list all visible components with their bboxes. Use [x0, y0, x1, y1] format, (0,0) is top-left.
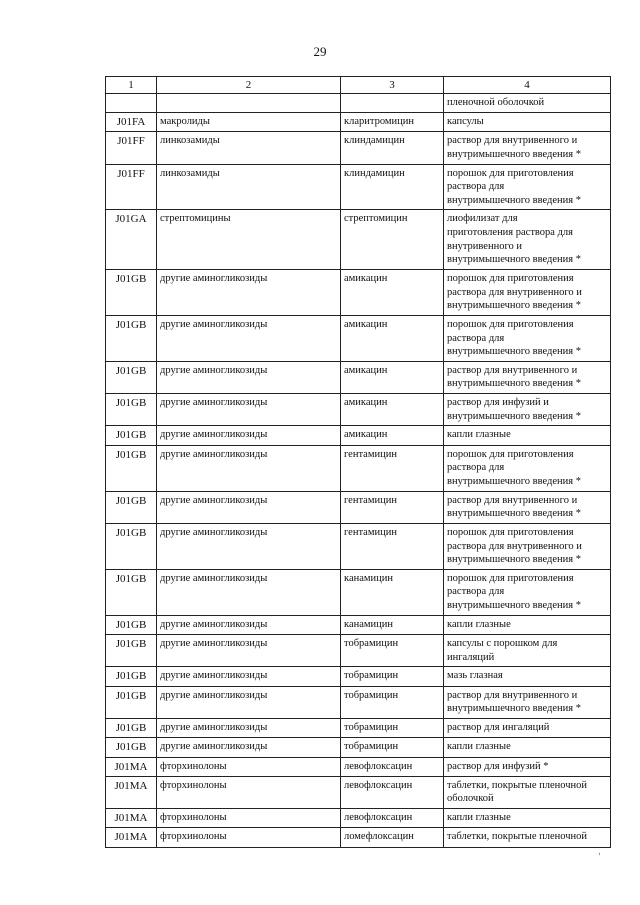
row-form: капли глазные [444, 809, 611, 828]
table-row [106, 776, 611, 808]
row-group: стрептомицины [157, 210, 341, 270]
row-drug: гентамицин [341, 523, 444, 569]
row-form: раствор для инфузий * [444, 757, 611, 776]
row-form: мазь глазная [444, 667, 611, 686]
row-drug: левофлоксацин [341, 757, 444, 776]
table-body [106, 94, 611, 847]
row-code: J01GB [106, 491, 157, 523]
row-group: другие аминогликозиды [157, 445, 341, 491]
table-row [106, 667, 611, 686]
row-group: линкозамиды [157, 164, 341, 210]
table-row [106, 394, 611, 426]
row-code [106, 94, 157, 113]
column-header-4: 4 [444, 77, 611, 94]
row-drug: тобрамицин [341, 738, 444, 757]
row-form: капли глазные [444, 738, 611, 757]
table-header [106, 77, 611, 94]
row-drug: клиндамицин [341, 132, 444, 164]
row-form: таблетки, покрытые пленочной оболочкой [444, 776, 611, 808]
row-group [157, 94, 341, 113]
row-code: J01GB [106, 361, 157, 393]
table-row [106, 738, 611, 757]
row-group: другие аминогликозиды [157, 361, 341, 393]
row-code: J01GB [106, 686, 157, 718]
row-drug: гентамицин [341, 445, 444, 491]
row-group: другие аминогликозиды [157, 523, 341, 569]
row-group: другие аминогликозиды [157, 569, 341, 615]
table-row [106, 828, 611, 847]
row-form: порошок для приготовления раствора для внутримышечного введения * [444, 315, 611, 361]
row-group: другие аминогликозиды [157, 635, 341, 667]
table-row [106, 718, 611, 737]
row-drug: тобрамицин [341, 635, 444, 667]
row-code: J01GB [106, 426, 157, 445]
row-code: J01GB [106, 270, 157, 316]
row-drug: гентамицин [341, 491, 444, 523]
row-drug: тобрамицин [341, 667, 444, 686]
row-group: линкозамиды [157, 132, 341, 164]
table-row [106, 164, 611, 210]
scan-mark: ‚ [598, 846, 601, 856]
row-group: другие аминогликозиды [157, 491, 341, 523]
row-drug: канамицин [341, 569, 444, 615]
column-header-3: 3 [341, 77, 444, 94]
row-drug: амикацин [341, 426, 444, 445]
table-row [106, 210, 611, 270]
row-code: J01MA [106, 809, 157, 828]
row-code: J01GB [106, 569, 157, 615]
row-form: капсулы с порошком для ингаляций [444, 635, 611, 667]
row-group: другие аминогликозиды [157, 315, 341, 361]
table-row [106, 635, 611, 667]
table-row [106, 112, 611, 131]
table-row [106, 445, 611, 491]
column-header-1: 1 [106, 77, 157, 94]
row-drug: клиндамицин [341, 164, 444, 210]
row-form: раствор для внутривенного и внутримышечного введения * [444, 491, 611, 523]
table-row [106, 569, 611, 615]
drug-table [105, 76, 611, 848]
row-group: фторхинолоны [157, 809, 341, 828]
row-form: капли глазные [444, 426, 611, 445]
row-form: порошок для приготовления раствора для внутримышечного введения * [444, 569, 611, 615]
row-group: фторхинолоны [157, 757, 341, 776]
row-code: J01GB [106, 523, 157, 569]
row-drug: тобрамицин [341, 686, 444, 718]
row-form: раствор для инфузий и внутримышечного введения * [444, 394, 611, 426]
column-header-2: 2 [157, 77, 341, 94]
row-code: J01FF [106, 132, 157, 164]
row-drug: амикацин [341, 315, 444, 361]
row-form: капсулы [444, 112, 611, 131]
row-drug: амикацин [341, 361, 444, 393]
row-form: порошок для приготовления раствора для внутримышечного введения * [444, 445, 611, 491]
row-form: порошок для приготовления раствора для внутримышечного введения * [444, 164, 611, 210]
table-row [106, 270, 611, 316]
row-group: фторхинолоны [157, 828, 341, 847]
row-code: J01GB [106, 738, 157, 757]
row-code: J01GB [106, 635, 157, 667]
row-form: лиофилизат для приготовления раствора для внутривенного и внутримышечного введения * [444, 210, 611, 270]
table-row [106, 315, 611, 361]
row-form: порошок для приготовления раствора для внутривенного и внутримышечного введения * [444, 523, 611, 569]
header-row [106, 77, 611, 94]
row-group: другие аминогликозиды [157, 686, 341, 718]
row-form: раствор для внутривенного и внутримышечного введения * [444, 361, 611, 393]
row-group: другие аминогликозиды [157, 394, 341, 426]
table-row [106, 523, 611, 569]
row-code: J01MA [106, 776, 157, 808]
page-number: 29 [313, 44, 327, 59]
row-drug: левофлоксацин [341, 809, 444, 828]
row-form: раствор для внутривенного и внутримышечного введения * [444, 132, 611, 164]
row-drug: кларитромицин [341, 112, 444, 131]
row-code: J01GB [106, 394, 157, 426]
row-drug: канамицин [341, 615, 444, 634]
row-group: другие аминогликозиды [157, 738, 341, 757]
row-group: другие аминогликозиды [157, 718, 341, 737]
table-row [106, 361, 611, 393]
row-drug: левофлоксацин [341, 776, 444, 808]
row-form: капли глазные [444, 615, 611, 634]
row-form: порошок для приготовления раствора для внутривенного и внутримышечного введения * [444, 270, 611, 316]
row-code: J01FF [106, 164, 157, 210]
row-code: J01MA [106, 828, 157, 847]
row-group: фторхинолоны [157, 776, 341, 808]
row-code: J01GB [106, 315, 157, 361]
row-drug: стрептомицин [341, 210, 444, 270]
row-drug: амикацин [341, 394, 444, 426]
row-code: J01GA [106, 210, 157, 270]
row-code: J01FA [106, 112, 157, 131]
row-drug [341, 94, 444, 113]
row-group: другие аминогликозиды [157, 615, 341, 634]
table-row [106, 491, 611, 523]
row-group: другие аминогликозиды [157, 667, 341, 686]
row-form: раствор для внутривенного и внутримышечного введения * [444, 686, 611, 718]
row-drug: ломефлоксацин [341, 828, 444, 847]
row-code: J01GB [106, 718, 157, 737]
table-row [106, 686, 611, 718]
table-row [106, 757, 611, 776]
table-row [106, 809, 611, 828]
table-row [106, 132, 611, 164]
row-code: J01MA [106, 757, 157, 776]
row-form: пленочной оболочкой [444, 94, 611, 113]
row-code: J01GB [106, 615, 157, 634]
row-group: другие аминогликозиды [157, 270, 341, 316]
table-row [106, 615, 611, 634]
row-drug: тобрамицин [341, 718, 444, 737]
row-drug: амикацин [341, 270, 444, 316]
table-row [106, 94, 611, 113]
row-group: другие аминогликозиды [157, 426, 341, 445]
row-code: J01GB [106, 445, 157, 491]
row-code: J01GB [106, 667, 157, 686]
table-row [106, 426, 611, 445]
row-form: раствор для ингаляций [444, 718, 611, 737]
row-group: макролиды [157, 112, 341, 131]
row-form: таблетки, покрытые пленочной [444, 828, 611, 847]
